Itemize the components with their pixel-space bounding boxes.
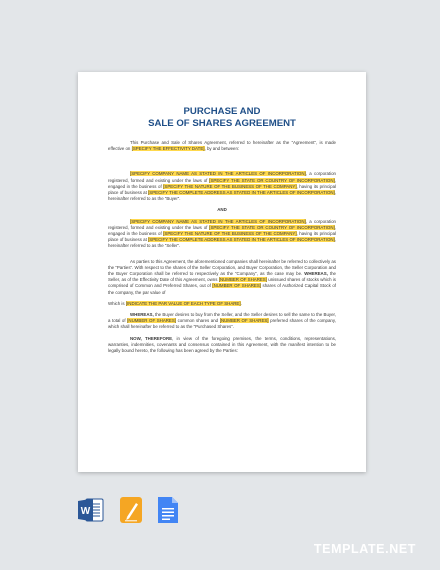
which-end: .	[240, 300, 242, 306]
seller-business-field: [SPECIFY THE NATURE OF THE BUSINESS OF THE COMPANY]	[163, 231, 297, 237]
buyer-state-field: [SPECIFY THE STATE OR COUNTRY OF INCORPORATION]	[209, 177, 335, 183]
spacer	[108, 157, 336, 171]
effectivity-date-field: [SPECIFY THE EFFECTIVITY DATE]	[131, 146, 205, 152]
seller-state-field: [SPECIFY THE STATE OR COUNTRY OF INCORPORATION]	[209, 224, 335, 230]
buyer-text-1: , a corporation registered, formed and existing under the laws of	[108, 171, 336, 183]
preferred-shares-field: [NUMBER OF SHARES]	[219, 318, 269, 324]
title-line-2: SALE OF SHARES AGREEMENT	[148, 118, 296, 129]
buyer-name-field: [SPECIFY COMPANY NAME AS STATED IN THE ARTICLES OF INCORPORATION]	[130, 171, 306, 177]
shares-field-1: [NUMBER OF SHARES]	[218, 277, 267, 283]
seller-text-4: , hereinafter referred to as the “Seller”.	[108, 237, 336, 249]
buyer-text-4: , hereinafter referred to as the “Buyer”.	[108, 190, 336, 202]
buyer-business-field: [SPECIFY THE NATURE OF THE BUSINESS OF THE COMPANY]	[163, 183, 297, 189]
and-separator	[108, 207, 336, 213]
intro-paragraph	[108, 140, 336, 152]
seller-paragraph	[108, 219, 336, 250]
par-value-paragraph	[108, 301, 336, 307]
brand-watermark: TEMPLATE.NET	[313, 542, 416, 556]
buyer-address-field: [SPECIFY THE COMPLETE ADDRESS AS STATED IN THE ARTICLES OF INCORPORATION]	[148, 190, 335, 196]
seller-text-3: , having its principal place of business at	[108, 231, 336, 243]
microsoft-word-icon[interactable]	[77, 496, 105, 524]
whereas-label-1: WHEREAS,	[304, 271, 328, 277]
shares-field-2: [NUMBER OF SHARES]	[212, 283, 262, 289]
and-label: AND	[217, 207, 227, 213]
intro-end: , by and between:	[204, 146, 240, 152]
parties-text-3: unissued shares of stocks which is comprised of Common and Preferred Shares, out of	[108, 277, 336, 289]
which-text: Which is	[108, 300, 125, 306]
now-therefore-paragraph	[108, 336, 336, 355]
document-title	[108, 106, 336, 130]
title-line-1: PURCHASE AND	[183, 106, 261, 117]
now-therefore-text: , in view of the foregoing premises, the terms, conditions, representations, warranties, indemnities, covenants and consensus contained in this Agreement, with the manifest intention to be legally bound hereto, the following has been agreed by the Parties:	[108, 335, 337, 354]
whereas-text-2: common shares and	[177, 318, 219, 324]
parties-text-1: As parties to this Agreement, the aforementioned companies shall hereinafter be referred to collectively as the “Parties”. With respect to the shares of the Seller Corporation, and Buyer Corporation, the Seller Corporation and the Buyer Corporation shall be referred to respectively as the “Company”, as the case may be.	[108, 258, 336, 277]
parties-text-4: shares of Authorized Capital Stock of the company, the par value of	[108, 283, 336, 295]
seller-text-2: , engaged in the business of	[108, 224, 336, 237]
seller-name-field: [SPECIFY COMPANY NAME AS STATED IN THE ARTICLES OF INCORPORATION]	[130, 218, 306, 224]
buyer-paragraph	[108, 171, 336, 202]
parties-paragraph	[108, 259, 336, 296]
buyer-text-2: , engaged in the business of	[108, 177, 336, 189]
whereas-paragraph	[108, 312, 336, 331]
whereas-text-1: the Buyer desires to buy from the Seller, and the Seller desires to sell the same to the Buyer, a total of	[108, 312, 336, 324]
now-therefore-label: NOW, THEREFORE	[130, 335, 173, 341]
intro-text: This Purchase and Sale of Shares Agreement, referred to hereinafter as the “Agreement”, is made effective on	[108, 140, 336, 152]
whereas-text-3: preferred shares of the company, which shall hereinafter be referred to as the “Purchased Shares”.	[108, 318, 336, 330]
buyer-text-3: , having its principal place of business at	[108, 183, 336, 196]
seller-text-1: , a corporation registered, formed and existing under the laws of	[108, 218, 336, 230]
common-shares-field: [NUMBER OF SHARES]	[127, 318, 176, 324]
document-page	[78, 72, 366, 472]
seller-address-field: [SPECIFY THE COMPLETE ADDRESS AS STATED IN THE ARTICLES OF INCORPORATION]	[148, 237, 335, 243]
document-content	[108, 106, 336, 359]
apple-pages-icon[interactable]	[119, 496, 143, 524]
parties-text-2: the Seller, as of the Effectivity Date of this Agreement, owns	[108, 271, 336, 283]
par-value-field: [INDICATE THE PAR VALUE OF EACH TYPE OF SHARE]	[125, 300, 241, 306]
google-docs-icon[interactable]	[157, 496, 179, 524]
whereas-label-2: WHEREAS,	[130, 312, 154, 318]
word-letter: W	[80, 506, 91, 517]
